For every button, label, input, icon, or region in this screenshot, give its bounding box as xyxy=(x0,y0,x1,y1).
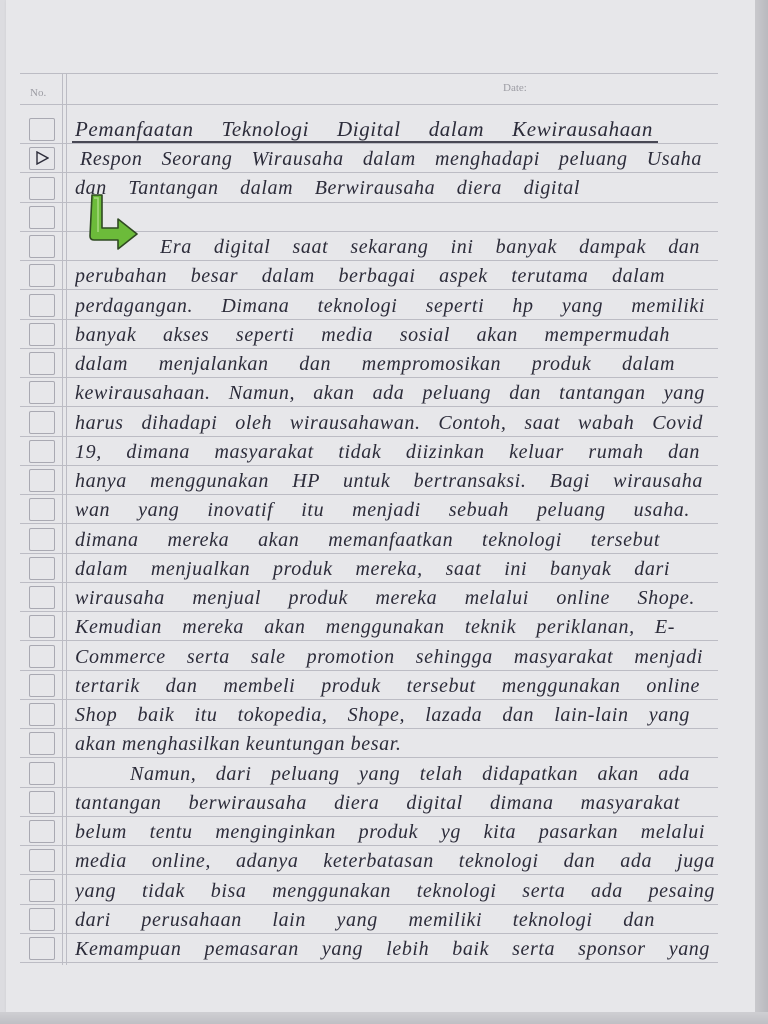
body-line: yang tidak bisa menggunakan teknologi serta ada pesaing xyxy=(75,879,715,902)
subtitle-line: dan Tantangan dalam Berwirausaha diera digital xyxy=(75,177,580,199)
body-line: Commerce serta sale promotion sehingga masyarakat menjadi xyxy=(75,645,703,668)
body-line: tertarik dan membeli produk tersebut menggunakan online xyxy=(75,674,700,697)
margin-checkbox xyxy=(29,879,55,902)
margin-checkbox xyxy=(29,206,55,229)
margin-checkbox xyxy=(29,557,55,580)
page-edge-right xyxy=(755,0,768,1024)
body-line: Kemampuan pemasaran yang lebih baik serta sponsor yang xyxy=(75,938,710,960)
body-line: hanya menggunakan HP untuk bertransaksi. Bagi wirausaha xyxy=(75,470,703,492)
body-line: perubahan besar dalam berbagai aspek terutama dalam xyxy=(75,265,665,288)
margin-checkbox xyxy=(29,118,55,141)
body-line: dalam menjalankan dan mempromosikan produk dalam xyxy=(75,353,675,375)
body-line: akan menghasilkan keuntungan besar. xyxy=(75,733,402,756)
body-line: kewirausahaan. Namun, akan ada peluang dan tantangan yang xyxy=(75,382,705,405)
margin-checkbox xyxy=(29,762,55,785)
body-line: dimana mereka akan memanfaatkan teknologi tersebut xyxy=(75,528,660,551)
margin-line xyxy=(66,73,67,965)
ruled-line xyxy=(20,104,718,105)
margin-checkbox xyxy=(29,732,55,755)
body-line: Kemudian mereka akan menggunakan teknik periklanan, E- xyxy=(75,616,675,639)
ruled-line xyxy=(20,143,718,144)
margin-checkbox xyxy=(29,849,55,872)
margin-checkbox xyxy=(29,908,55,931)
no-label: No. xyxy=(30,87,47,99)
body-line: Namun, dari peluang yang telah didapatkan akan ada xyxy=(130,762,690,785)
margin-checkbox xyxy=(29,615,55,638)
ruled-line xyxy=(20,73,718,74)
body-line: belum tentu menginginkan produk yg kita pasarkan melalui xyxy=(75,821,705,843)
date-label: Date: xyxy=(503,82,527,94)
page-title: Pemanfaatan Teknologi Digital dalam Kewirausahaan xyxy=(75,117,653,141)
body-line: Era digital saat sekarang ini banyak dampak dan xyxy=(160,236,700,258)
body-line: banyak akses seperti media sosial akan mempermudah xyxy=(75,323,670,346)
margin-checkbox xyxy=(29,177,55,200)
title-underline xyxy=(72,141,658,143)
margin-checkbox xyxy=(29,586,55,609)
margin-checkbox xyxy=(29,294,55,317)
body-line: Shop baik itu tokopedia, Shope, lazada dan lain-lain yang xyxy=(75,704,690,726)
margin-checkbox xyxy=(29,498,55,521)
page-edge-bottom xyxy=(0,1012,768,1024)
margin-checkbox xyxy=(29,264,55,287)
body-line: wan yang inovatif itu menjadi sebuah peluang usaha. xyxy=(75,499,690,522)
margin-checkbox xyxy=(29,352,55,375)
margin-checkbox xyxy=(29,937,55,960)
margin-checkbox xyxy=(29,411,55,434)
body-line: dari perusahaan lain yang memiliki teknologi dan xyxy=(75,908,655,931)
body-line: perdagangan. Dimana teknologi seperti hp yang memiliki xyxy=(75,294,705,317)
body-line: media online, adanya keterbatasan teknologi dan ada juga xyxy=(75,850,715,873)
green-arrow-icon xyxy=(84,192,142,252)
subtitle-line: Respon Seorang Wirausaha dalam menghadapi peluang Usaha xyxy=(80,148,702,170)
margin-checkbox xyxy=(29,381,55,404)
body-line: wirausaha menjual produk mereka melalui online Shope. xyxy=(75,587,695,609)
margin-checkbox xyxy=(29,645,55,668)
margin-checkbox xyxy=(29,820,55,843)
margin-checkbox xyxy=(29,440,55,463)
margin-checkbox xyxy=(29,791,55,814)
margin-checkbox xyxy=(29,469,55,492)
body-line: harus dihadapi oleh wirausahawan. Contoh, saat wabah Covid xyxy=(75,411,703,434)
margin-checkbox xyxy=(29,323,55,346)
body-line: 19, dimana masyarakat tidak diizinkan keluar rumah dan xyxy=(75,440,700,463)
margin-checkbox xyxy=(29,528,55,551)
triangle-marker-icon xyxy=(35,151,49,165)
body-line: tantangan berwirausaha diera digital dimana masyarakat xyxy=(75,791,680,814)
margin-checkbox xyxy=(29,703,55,726)
margin-checkbox xyxy=(29,674,55,697)
margin-line xyxy=(62,73,63,965)
margin-checkbox xyxy=(29,235,55,258)
body-line: dalam menjualkan produk mereka, saat ini banyak dari xyxy=(75,557,670,580)
